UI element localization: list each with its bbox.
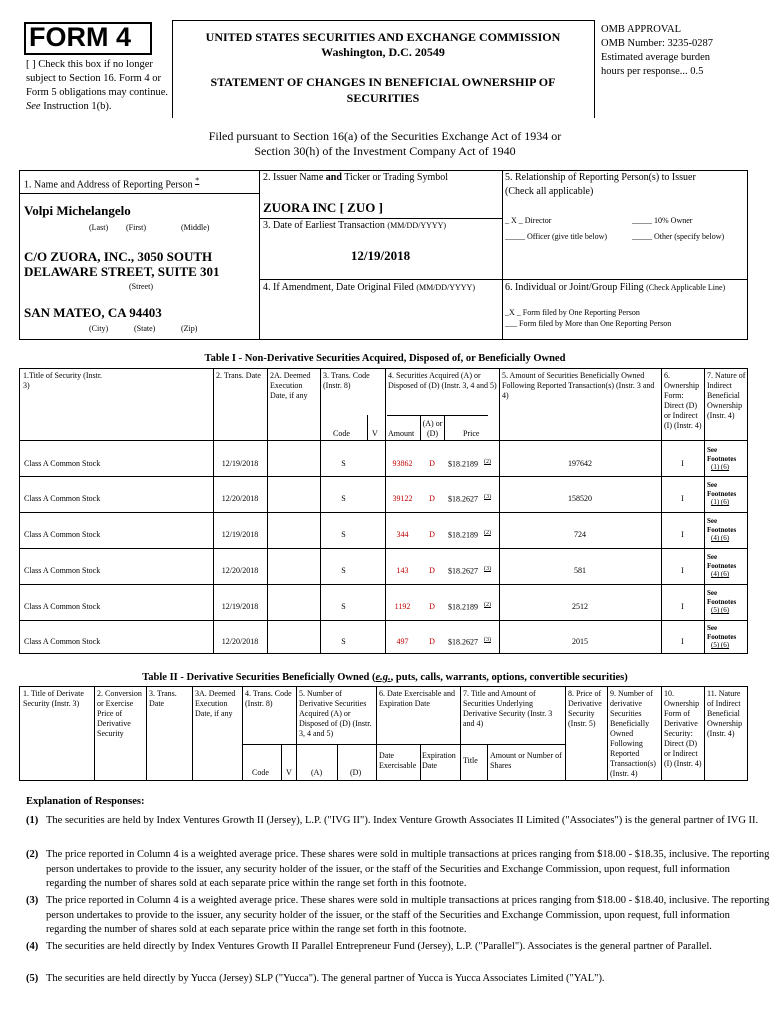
- t1-col-nature: 7. Nature of Indirect Beneficial Ownership (Instr. 4): [707, 371, 746, 420]
- nature-cell: [707, 624, 747, 650]
- zip-label: (Zip): [181, 324, 198, 333]
- ownership-form-cell: I: [681, 494, 684, 503]
- t1-col-code: 3. Trans. Code (Instr. 8): [323, 371, 370, 390]
- a-or-d-cell: D: [429, 459, 435, 468]
- earliest-date-format: (MM/DD/YYYY): [387, 221, 447, 230]
- security-title-cell: Class A Common Stock: [24, 459, 101, 468]
- amount-cell: 1192: [394, 602, 411, 611]
- filing-label-text: 6. Individual or Joint/Group Filing: [505, 282, 644, 293]
- price-cell: [448, 494, 491, 504]
- ownership-form-cell: I: [681, 566, 684, 575]
- amendment-label: [263, 282, 475, 293]
- trans-date-cell: 12/20/2018: [221, 494, 259, 503]
- nature-cell: [707, 481, 747, 507]
- t2-col4: 4. Trans. Code (Instr. 8): [245, 689, 292, 708]
- reporting-person-label: [24, 176, 199, 190]
- earliest-date-label: [263, 220, 446, 231]
- omb-burden: Estimated average burden: [601, 52, 711, 63]
- amount-owned-cell: 581: [574, 566, 586, 575]
- t2-col6: 6. Date Exercisable and Expiration Date: [379, 689, 455, 708]
- footnote-item: [26, 848, 770, 892]
- issuer-divider-1: [259, 218, 502, 219]
- filing-label-small: (Check Applicable Line): [646, 283, 726, 292]
- price-footnote-link[interactable]: (3): [484, 566, 491, 572]
- nature-footnote-link[interactable]: (5) (6): [711, 606, 730, 614]
- trans-date-cell: 12/20/2018: [221, 566, 259, 575]
- table2-col-line: [242, 686, 243, 781]
- see-footnotes-label: See Footnotes: [707, 446, 737, 463]
- filing-label: [505, 282, 725, 293]
- t2-col1: 1. Title of Derivate Security (Instr. 3): [23, 689, 84, 708]
- filed-pursuant-line1: Filed pursuant to Section 16(a) of the Securities Exchange Act of 1934 or: [208, 129, 562, 143]
- amount-owned-cell: 197642: [568, 459, 592, 468]
- footnote-number: (4): [26, 941, 39, 952]
- amount-cell: 93862: [392, 459, 413, 468]
- t2-col9: 9. Number of derivative Securities Beneficially Owned Following Reported Transaction(s) (Instr. 4): [610, 689, 656, 778]
- ownership-form-cell: I: [681, 530, 684, 539]
- nature-footnote-link[interactable]: (1) (6): [711, 498, 730, 506]
- t1-col-acquired: 4. Securities Acquired (A) or Disposed of (D) (Instr. 3, 4 and 5): [388, 371, 497, 390]
- table2-col-line: [420, 744, 421, 781]
- see-footnotes-label: See Footnotes: [707, 517, 737, 534]
- price-value: $18.2189: [448, 459, 478, 469]
- price-value: $18.2627: [448, 494, 478, 504]
- issuer-label-prefix: 2. Issuer Name: [263, 172, 324, 183]
- price-cell: [448, 459, 491, 469]
- amendment-label-text: 4. If Amendment, Date Original Filed: [263, 282, 414, 293]
- t2-sub-amount: Amount or Number of Shares: [490, 751, 562, 770]
- footnote-item: [26, 814, 770, 829]
- footnote-item: [26, 972, 770, 987]
- t1-sub-amount: Amount: [388, 429, 415, 438]
- t2-sub-title: Title: [463, 756, 478, 765]
- trans-date-cell: 12/20/2018: [221, 637, 259, 646]
- footnote-item: [26, 940, 770, 955]
- table2-title-prefix: Table II - Derivative Securities Beneficially Owned (: [142, 672, 376, 683]
- table1-col-line: [661, 368, 662, 654]
- price-value: $18.2627: [448, 566, 478, 576]
- a-or-d-cell: D: [429, 530, 435, 539]
- statement-title-line1: STATEMENT OF CHANGES IN BENEFICIAL OWNERSHIP OF: [210, 75, 556, 89]
- t1-sub-v: V: [372, 429, 378, 438]
- t2-col3: 3. Trans. Date: [149, 689, 177, 708]
- t2-sub-date-ex: Date Exercisable: [379, 751, 417, 770]
- filing-option-multiple[interactable]: ___ Form filed by More than One Reporting Person: [505, 319, 672, 328]
- table2-col-line: [337, 744, 338, 781]
- issuer-divider-2: [259, 279, 748, 280]
- footnote-text: The securities are held directly by Yucca (Jersey) SLP ("Yucca"). The general partner of Yucca is Yucca Associates Limited ("YAL").: [46, 973, 605, 984]
- earliest-date-value: 12/19/2018: [350, 248, 411, 263]
- amount-owned-cell: 158520: [568, 494, 592, 503]
- table2-sub-line: [242, 744, 565, 745]
- table2-title-eg: e.g.: [375, 672, 391, 683]
- reporting-label-line: [20, 193, 259, 194]
- a-or-d-cell: D: [429, 637, 435, 646]
- trans-code-cell: S: [341, 602, 346, 611]
- ten-percent-owner-checkbox[interactable]: _____ 10% Owner: [632, 216, 693, 225]
- table1-frame: [19, 368, 748, 654]
- address-line2: DELAWARE STREET, SUITE 301: [24, 264, 220, 279]
- table1-col-line: [704, 368, 705, 654]
- price-value: $18.2189: [448, 530, 478, 540]
- street-label: (Street): [129, 282, 153, 291]
- trans-date-cell: 12/19/2018: [221, 602, 259, 611]
- reporting-col-divider-2: [502, 170, 503, 340]
- price-footnote-link[interactable]: (3): [484, 637, 491, 643]
- t2-col10: 10. Ownership Form of Derivative Security: Direct (D) or Indirect (I) (Instr. 4): [664, 689, 702, 768]
- table1-row-line: [19, 584, 748, 585]
- security-title-cell: Class A Common Stock: [24, 602, 101, 611]
- statement-title-line2: SECURITIES: [346, 91, 420, 105]
- a-or-d-cell: D: [429, 602, 435, 611]
- amount-owned-cell: 2015: [572, 637, 588, 646]
- earliest-date-label-text: 3. Date of Earliest Transaction: [263, 220, 385, 231]
- see-footnotes-label: See Footnotes: [707, 481, 737, 498]
- trans-code-cell: S: [341, 530, 346, 539]
- city-label: (City): [89, 324, 109, 333]
- ownership-form-cell: I: [681, 602, 684, 611]
- see-footnotes-label: See Footnotes: [707, 589, 737, 606]
- issuer-label-and: and: [325, 172, 342, 183]
- first-label: (First): [126, 223, 146, 232]
- price-footnote-link[interactable]: (2): [484, 602, 491, 608]
- a-or-d-cell: D: [429, 566, 435, 575]
- table1-sub-line: [387, 415, 488, 416]
- t2-col3a: 3A. Deemed Execution Date, if any: [195, 689, 236, 718]
- table1-row-line: [19, 476, 748, 477]
- t1-col-deemed: 2A. Deemed Execution Date, if any: [270, 371, 311, 400]
- footnote-text: The securities are held directly by Index Ventures Growth II Parallel Entrepreneur Fund (Jersey), L.P. ("Parallel"). Associates is the general partner of Parallel.: [46, 941, 712, 952]
- nature-cell: [707, 589, 747, 615]
- omb-approval: OMB APPROVAL: [601, 24, 682, 35]
- checkbox-text: [26, 58, 176, 114]
- footnote-number: (1): [26, 815, 39, 826]
- security-title-cell: Class A Common Stock: [24, 637, 101, 646]
- table1-row-line: [19, 512, 748, 513]
- price-value: $18.2627: [448, 637, 478, 647]
- form-title: FORM 4: [29, 22, 132, 52]
- amount-owned-cell: 724: [574, 530, 586, 539]
- table1-row-line: [19, 620, 748, 621]
- footnote-text: The securities are held by Index Ventures Growth II (Jersey), L.P. ("IVG II"). Index Venture Growth Associates II Limited ("Associates") is the general partner of IVG II.: [46, 815, 759, 826]
- t1-col-amount-owned: 5. Amount of Securities Beneficially Owned Following Reported Transaction(s) (Instr. 3 and 4): [502, 371, 655, 400]
- t2-col2: 2. Conversion or Exercise Price of Derivative Security: [97, 689, 142, 738]
- trans-code-cell: S: [341, 494, 346, 503]
- last-label: (Last): [89, 223, 109, 232]
- footnote-text: The price reported in Column 4 is a weighted average price. These shares were sold in multiple transactions at prices ranging from $18.00 - $18.40, inclusive. The reporting person undertakes to provide to the issuer, any security holder of the issuer, or the staff of the Securities and Exchange Commission, upon request, full information regarding the number of shares sold at each separate price within the range set forth in this footnote.: [46, 895, 770, 935]
- table2-col-line: [376, 686, 377, 781]
- nature-cell: [707, 553, 747, 579]
- address-line1: C/O ZUORA, INC., 3050 SOUTH: [24, 249, 213, 264]
- ownership-form-cell: I: [681, 459, 684, 468]
- table1-title: Table I - Non-Derivative Securities Acquired, Disposed of, or Beneficially Owned: [204, 353, 566, 364]
- nature-footnote-link[interactable]: (4) (6): [711, 570, 730, 578]
- t2-sub-v: V: [286, 768, 292, 777]
- instruction-text: Instruction 1(b).: [43, 101, 112, 112]
- footnote-number: (5): [26, 973, 39, 984]
- see-footnotes-label: See Footnotes: [707, 553, 737, 570]
- officer-checkbox[interactable]: _____ Officer (give title below): [505, 232, 608, 241]
- t1-col-date: 2. Trans. Date: [216, 371, 261, 380]
- t1-sub-aord: (A) or (D): [422, 419, 443, 438]
- nature-footnote-link[interactable]: (4) (6): [711, 534, 730, 542]
- t1-sub-code: Code: [333, 429, 350, 438]
- amount-cell: 39122: [392, 494, 413, 503]
- amount-cell: 344: [396, 530, 409, 539]
- price-cell: [448, 566, 491, 576]
- price-footnote-link[interactable]: (2): [484, 530, 491, 536]
- table1-col-line: [267, 368, 268, 654]
- table1-col-line: [444, 415, 445, 440]
- table1-row-line: [19, 548, 748, 549]
- ownership-form-cell: I: [681, 637, 684, 646]
- table2-col-line: [192, 686, 193, 781]
- table2-col-line: [94, 686, 95, 781]
- issuer-label-suffix: Ticker or Trading Symbol: [344, 172, 449, 183]
- table1-col-line: [320, 368, 321, 654]
- t2-col7: 7. Title and Amount of Securities Underlying Derivative Security (Instr. 3 and 4): [463, 689, 553, 728]
- explanation-heading: Explanation of Responses:: [26, 796, 145, 807]
- nature-cell: [707, 446, 747, 472]
- price-cell: [448, 637, 491, 647]
- nature-footnote-link[interactable]: (1) (6): [711, 463, 730, 471]
- table2-col-line: [146, 686, 147, 781]
- nature-footnote-link[interactable]: (5) (6): [711, 641, 730, 649]
- t2-sub-code: Code: [252, 768, 269, 777]
- issuer-label: [263, 172, 448, 183]
- t2-col5: 5. Number of Derivative Securities Acquired (A) or Disposed of (D) (Instr. 3, 4 and 5): [299, 689, 372, 738]
- t2-col11: 11. Nature of Indirect Beneficial Ownership (Instr. 4): [707, 689, 743, 738]
- table1-header-line: [19, 440, 748, 441]
- price-cell: [448, 602, 491, 612]
- t2-sub-a: (A): [311, 768, 323, 777]
- footnote-number: (3): [26, 895, 39, 906]
- footnote-text: The price reported in Column 4 is a weighted average price. These shares were sold in multiple transactions at prices ranging from $18.00 - $18.35, inclusive. The reporting person undertakes to provide to the issuer, any security holder of the issuer, or the staff of the Securities and Exchange Commission, upon request, full information regarding the number of shares sold at each separate price within the range set forth in this footnote.: [46, 849, 770, 889]
- table2-col-line: [487, 744, 488, 781]
- table1-col-line: [213, 368, 214, 654]
- t1-col-title: 1.Title of Security (Instr. 3): [23, 371, 103, 390]
- reporting-person-label-text: 1. Name and Address of Reporting Person: [24, 179, 193, 191]
- amount-owned-cell: 2512: [572, 602, 588, 611]
- trans-date-cell: 12/19/2018: [221, 459, 259, 468]
- amount-cell: 497: [396, 637, 409, 646]
- footnote-item: [26, 894, 770, 938]
- security-title-cell: Class A Common Stock: [24, 530, 101, 539]
- agency-location: Washington, D.C. 20549: [321, 45, 445, 59]
- trans-code-cell: S: [341, 459, 346, 468]
- security-title-cell: Class A Common Stock: [24, 566, 101, 575]
- price-footnote-link[interactable]: (2): [484, 459, 491, 465]
- t2-col8: 8. Price of Derivative Security (Instr. 5): [568, 689, 602, 728]
- t1-sub-price: Price: [463, 429, 480, 438]
- nature-cell: [707, 517, 747, 543]
- t2-sub-exp: Expiration Date: [422, 751, 456, 770]
- filed-pursuant-line2: Section 30(h) of the Investment Company Act of 1940: [254, 144, 516, 158]
- table1-col-line: [499, 368, 500, 654]
- state-label: (State): [134, 324, 156, 333]
- t2-sub-d: (D): [350, 768, 362, 777]
- relationship-label-line1: 5. Relationship of Reporting Person(s) to Issuer: [505, 172, 696, 183]
- table2-title-suffix: , puts, calls, warrants, options, convertible securities): [390, 672, 628, 683]
- table2-col-line: [661, 686, 662, 781]
- city-line: SAN MATEO, CA 94403: [24, 305, 162, 320]
- trans-code-cell: S: [341, 566, 346, 575]
- middle-label: (Middle): [181, 223, 210, 232]
- table2-col-line: [565, 686, 566, 781]
- table2-col-line: [281, 744, 282, 781]
- trans-code-cell: S: [341, 637, 346, 646]
- director-checkbox[interactable]: _ X _ Director: [505, 216, 552, 225]
- table1-col-line: [385, 368, 386, 654]
- price-value: $18.2189: [448, 602, 478, 612]
- amount-cell: 143: [396, 566, 409, 575]
- amendment-format: (MM/DD/YYYY): [416, 283, 475, 292]
- header-divider-right: [594, 20, 595, 118]
- price-footnote-link[interactable]: (3): [484, 494, 491, 500]
- trans-date-cell: 12/19/2018: [221, 530, 259, 539]
- relationship-label-line2: (Check all applicable): [505, 186, 594, 197]
- issuer-name: ZUORA INC [ ZUO ]: [263, 200, 383, 215]
- header-top-line: [172, 20, 594, 21]
- reporting-person-name: Volpi Michelangelo: [24, 203, 131, 218]
- see-text: See: [26, 101, 41, 112]
- table1-col-line: [367, 415, 368, 440]
- omb-hours: hours per response... 0.5: [601, 66, 704, 77]
- filing-option-one[interactable]: _X _ Form filed by One Reporting Person: [505, 308, 640, 317]
- agency-name: UNITED STATES SECURITIES AND EXCHANGE COMMISSION: [205, 30, 561, 44]
- other-checkbox[interactable]: _____ Other (specify below): [632, 232, 725, 241]
- omb-number: OMB Number: 3235-0287: [601, 38, 713, 49]
- price-cell: [448, 530, 491, 540]
- a-or-d-cell: D: [429, 494, 435, 503]
- checkbox-statement: [ ] Check this box if no longer subject to Section 16. Form 4 or Form 5 obligations may continue.: [26, 59, 169, 98]
- reporting-person-star: *: [195, 176, 200, 185]
- table2-title: [0, 672, 770, 683]
- security-title-cell: Class A Common Stock: [24, 494, 101, 503]
- t1-col-ownership: 6. Ownership Form: Direct (D) or Indirect (I) (Instr. 4): [664, 371, 702, 430]
- footnote-number: (2): [26, 849, 39, 860]
- see-footnotes-label: See Footnotes: [707, 624, 737, 641]
- table2-col-line: [704, 686, 705, 781]
